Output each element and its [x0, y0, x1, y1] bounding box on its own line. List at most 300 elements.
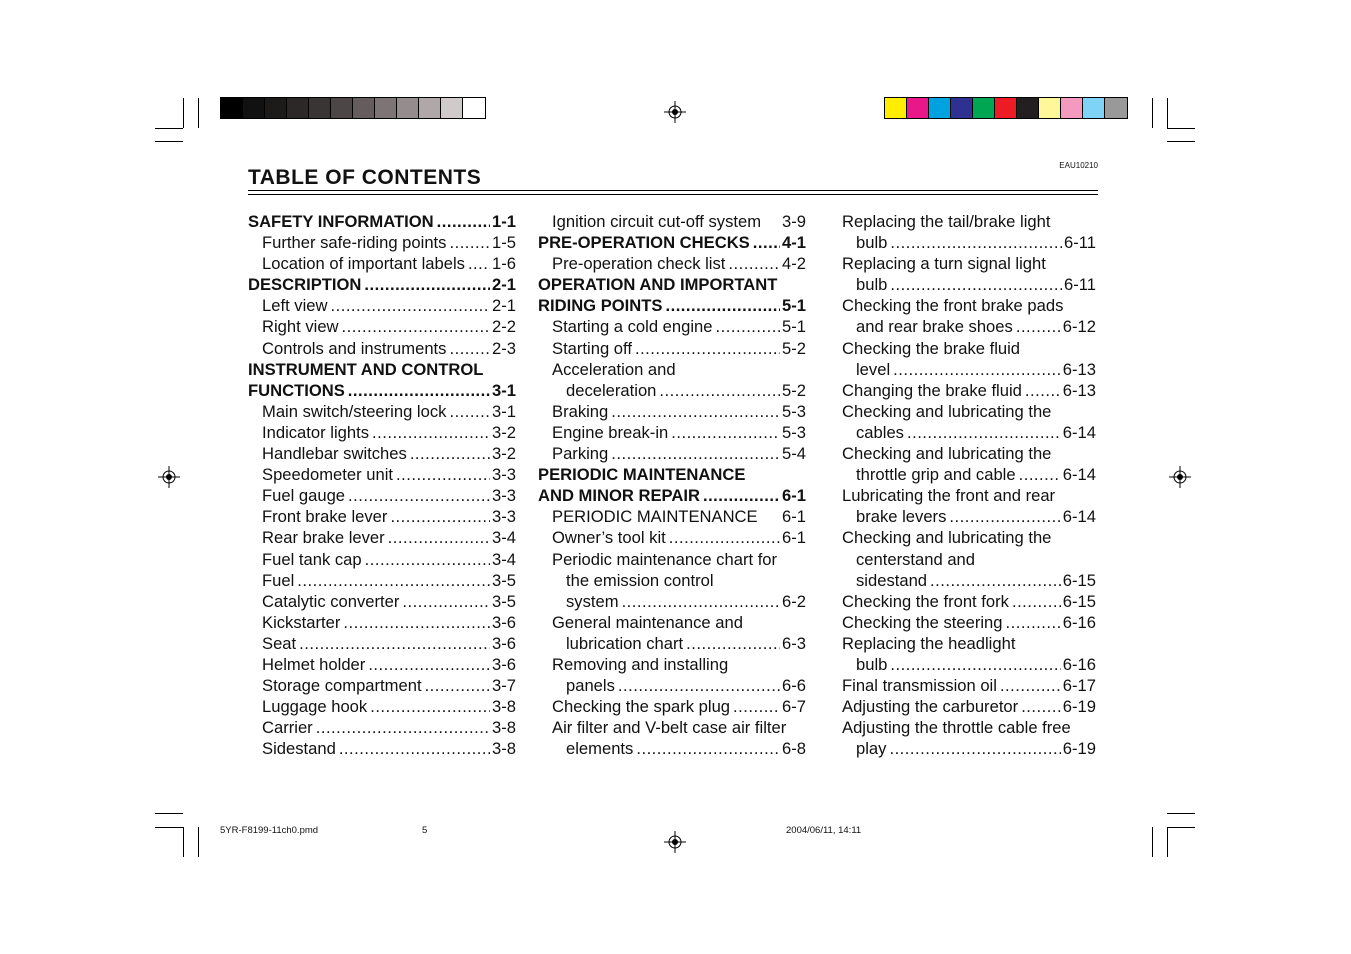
- toc-entry-title: Location of important labels: [262, 254, 465, 274]
- toc-entry-title: Right view: [262, 317, 339, 337]
- toc-entry-page: 3-2: [492, 422, 516, 442]
- toc-entry-title: Final transmission oil: [842, 676, 997, 696]
- toc-entry[interactable]: [538, 338, 806, 359]
- color-swatch: [397, 98, 419, 118]
- toc-entry[interactable]: [842, 633, 1096, 654]
- toc-entry[interactable]: [538, 570, 806, 591]
- toc-entry-page: 5-2: [782, 338, 806, 358]
- dot-leader: [893, 359, 1061, 380]
- toc-entry-page: 3-1: [492, 401, 516, 421]
- toc-entry-title: Catalytic converter: [262, 591, 400, 611]
- toc-entry[interactable]: [842, 295, 1096, 316]
- toc-entry[interactable]: [248, 316, 516, 337]
- toc-entry[interactable]: [538, 422, 806, 443]
- toc-entry[interactable]: [248, 380, 516, 401]
- toc-entry-title: Checking and lubricating the: [842, 444, 1052, 464]
- toc-entry-page: 3-3: [492, 486, 516, 506]
- toc-entry-page: 3-8: [492, 697, 516, 717]
- toc-entry-page: 3-8: [492, 718, 516, 738]
- toc-entry-page: 4-2: [782, 254, 806, 274]
- dot-leader: [890, 654, 1060, 675]
- dot-leader: [437, 211, 490, 232]
- toc-entry-title: system: [566, 591, 619, 611]
- toc-entry-page: 2-3: [492, 338, 516, 358]
- dot-leader: [1019, 464, 1061, 485]
- toc-entry-page: 6-1: [782, 528, 806, 548]
- toc-entry[interactable]: [248, 401, 516, 422]
- toc-entry-page: 5-1: [782, 317, 806, 337]
- toc-entry-page: 5-3: [782, 422, 806, 442]
- dot-leader: [388, 527, 490, 548]
- toc-entry[interactable]: [842, 422, 1096, 443]
- toc-entry-title: Handlebar switches: [262, 444, 407, 464]
- toc-entry[interactable]: [248, 591, 516, 612]
- dot-leader: [1000, 675, 1061, 696]
- toc-entry-page: 6-19: [1062, 697, 1096, 717]
- toc-entry-title: Checking the front brake pads: [842, 296, 1064, 316]
- toc-entry-page: 1-1: [492, 212, 516, 231]
- toc-entry-title: Checking the front fork: [842, 591, 1009, 611]
- dot-leader: [449, 338, 490, 359]
- toc-entry-title: PRE-OPERATION CHECKS: [538, 233, 750, 253]
- toc-entry-page: 6-17: [1062, 676, 1096, 696]
- toc-entry-title: Replacing the headlight: [842, 633, 1016, 653]
- toc-entry-page: 6-11: [1064, 275, 1096, 295]
- dot-leader: [889, 738, 1060, 759]
- toc-entry-page: 3-8: [492, 739, 516, 759]
- toc-entry-page: 6-14: [1062, 507, 1096, 527]
- toc-entry-page: 3-6: [492, 633, 516, 653]
- dot-leader: [396, 464, 490, 485]
- toc-entry-title: Adjusting the throttle cable free: [842, 718, 1071, 738]
- toc-entry[interactable]: [538, 527, 806, 548]
- toc-entry-title: panels: [566, 676, 615, 696]
- toc-entry[interactable]: [538, 443, 806, 464]
- toc-entry-title: Acceleration and: [552, 359, 676, 379]
- toc-entry-title: Speedometer unit: [262, 465, 393, 485]
- toc-entry[interactable]: [538, 485, 806, 506]
- dot-leader: [611, 401, 780, 422]
- toc-entry-page: 3-2: [492, 444, 516, 464]
- toc-entry[interactable]: [248, 211, 516, 232]
- toc-entry[interactable]: [248, 717, 516, 738]
- toc-entry-page: 6-13: [1062, 380, 1096, 400]
- toc-entry-title: Kickstarter: [262, 612, 341, 632]
- toc-entry-title: Ignition circuit cut-off system: [552, 212, 762, 231]
- dot-leader: [425, 675, 490, 696]
- toc-entry[interactable]: [842, 717, 1096, 738]
- toc-entry-title: Luggage hook: [262, 697, 368, 717]
- toc-entry-title: DESCRIPTION: [248, 275, 362, 295]
- toc-entry-title: Changing the brake fluid: [842, 380, 1022, 400]
- toc-entry-page: 3-4: [492, 549, 516, 569]
- toc-entry[interactable]: [248, 549, 516, 570]
- toc-entry-page: 6-11: [1064, 233, 1096, 253]
- toc-entry[interactable]: [842, 274, 1096, 295]
- toc-entry[interactable]: [842, 253, 1096, 274]
- toc-entry[interactable]: [248, 485, 516, 506]
- toc-entry[interactable]: [538, 380, 806, 401]
- toc-entry-title: Carrier: [262, 718, 313, 738]
- toc-entry-title: Removing and installing: [552, 654, 729, 674]
- toc-entry-title: INSTRUMENT AND CONTROL: [248, 359, 484, 379]
- dot-leader: [1012, 591, 1061, 612]
- toc-entry-title: Controls and instruments: [262, 338, 447, 358]
- toc-entry[interactable]: [842, 464, 1096, 485]
- color-swatch: [331, 98, 353, 118]
- dot-leader: [618, 675, 780, 696]
- dot-leader: [659, 380, 780, 401]
- toc-entry-title: Left view: [262, 296, 328, 316]
- toc-entry[interactable]: [248, 696, 516, 717]
- toc-entry[interactable]: [248, 274, 516, 295]
- toc-entry[interactable]: [842, 570, 1096, 591]
- toc-entry[interactable]: [538, 506, 806, 527]
- toc-entry-page: 6-19: [1062, 739, 1096, 759]
- color-swatch: [419, 98, 441, 118]
- toc-entry[interactable]: [538, 738, 806, 759]
- toc-entry-title: Starting off: [552, 338, 632, 358]
- toc-entry[interactable]: [248, 527, 516, 548]
- toc-entry-title: SAFETY INFORMATION: [248, 212, 434, 231]
- toc-entry-title: bulb: [856, 654, 888, 674]
- toc-entry[interactable]: [842, 675, 1096, 696]
- toc-entry[interactable]: [842, 612, 1096, 633]
- toc-entry-page: 3-3: [492, 465, 516, 485]
- dot-leader: [390, 506, 490, 527]
- toc-entry-title: PERIODIC MAINTENANCE: [552, 507, 758, 527]
- toc-entry-page: 6-2: [782, 591, 806, 611]
- toc-entry[interactable]: [842, 232, 1096, 253]
- toc-column-1: [248, 211, 516, 759]
- toc-entry-title: Replacing a turn signal light: [842, 254, 1046, 274]
- toc-entry-title: bulb: [856, 275, 888, 295]
- toc-entry[interactable]: [248, 570, 516, 591]
- toc-entry[interactable]: [842, 443, 1096, 464]
- toc-entry[interactable]: [842, 401, 1096, 422]
- toc-entry-title: Lubricating the front and rear: [842, 486, 1056, 506]
- dot-leader: [635, 338, 780, 359]
- toc-entry-title: Checking and lubricating the: [842, 401, 1052, 421]
- dot-leader: [348, 485, 490, 506]
- toc-entry[interactable]: [248, 295, 516, 316]
- toc-entry[interactable]: [842, 211, 1096, 232]
- dot-leader: [733, 696, 780, 717]
- title-rule: [248, 190, 1098, 191]
- toc-entry-page: 4-1: [782, 233, 806, 253]
- toc-entry-page: 5-4: [782, 444, 806, 464]
- dot-leader: [907, 422, 1061, 443]
- dot-leader: [342, 316, 490, 337]
- color-swatch: [463, 98, 485, 118]
- dot-leader: [622, 591, 780, 612]
- dot-leader: [686, 633, 780, 654]
- color-swatch: [951, 98, 973, 118]
- toc-entry[interactable]: [538, 633, 806, 654]
- color-swatch: [1039, 98, 1061, 118]
- dot-leader: [368, 654, 490, 675]
- toc-entry[interactable]: [248, 422, 516, 443]
- color-swatch: [287, 98, 309, 118]
- dot-leader: [449, 232, 490, 253]
- toc-entry-title: the emission control: [566, 570, 714, 590]
- toc-entry-page: 3-5: [492, 570, 516, 590]
- dot-leader: [636, 738, 780, 759]
- toc-entry-title: level: [856, 359, 891, 379]
- color-swatch: [1105, 98, 1127, 118]
- toc-entry-title: Storage compartment: [262, 676, 422, 696]
- toc-entry-page: 5-1: [782, 296, 806, 316]
- toc-column-2: [538, 211, 806, 759]
- dot-leader: [716, 316, 780, 337]
- toc-entry-title: FUNCTIONS: [248, 380, 345, 400]
- toc-entry[interactable]: [538, 295, 806, 316]
- dot-leader: [468, 253, 490, 274]
- toc-entry[interactable]: [538, 232, 806, 253]
- color-swatch: [353, 98, 375, 118]
- dot-leader: [370, 696, 490, 717]
- color-swatch: [243, 98, 265, 118]
- dot-leader: [611, 443, 780, 464]
- toc-entry-title: Checking the spark plug: [552, 697, 731, 717]
- toc-entry-page: 2-1: [492, 275, 516, 295]
- toc-entry-title: Sidestand: [262, 739, 336, 759]
- toc-entry-title: Checking and lubricating the: [842, 528, 1052, 548]
- color-swatch: [221, 98, 243, 118]
- toc-entry[interactable]: [842, 338, 1096, 359]
- toc-entry[interactable]: [248, 464, 516, 485]
- toc-entry[interactable]: [842, 654, 1096, 675]
- toc-entry-title: Front brake lever: [262, 507, 388, 527]
- dot-leader: [372, 422, 490, 443]
- toc-entry-title: Helmet holder: [262, 654, 366, 674]
- toc-entry[interactable]: [248, 612, 516, 633]
- toc-entry-page: 3-9: [782, 212, 806, 231]
- toc-entry-title: Braking: [552, 401, 609, 421]
- dot-leader: [949, 506, 1060, 527]
- color-swatch: [441, 98, 463, 118]
- toc-entry-page: 3-6: [492, 612, 516, 632]
- toc-entry-page: 3-1: [492, 380, 516, 400]
- toc-entry-page: 6-7: [782, 697, 806, 717]
- dot-leader: [343, 612, 490, 633]
- toc-entry[interactable]: [248, 232, 516, 253]
- dot-leader: [299, 633, 490, 654]
- toc-entry-page: 5-3: [782, 401, 806, 421]
- dot-leader: [669, 527, 780, 548]
- toc-entry-page: 6-1: [782, 486, 806, 506]
- toc-entry-page: 6-14: [1062, 465, 1096, 485]
- dot-leader: [890, 232, 1062, 253]
- toc-entry-page: 2-2: [492, 317, 516, 337]
- grayscale-color-bar: [220, 97, 486, 119]
- toc-entry-page: 6-15: [1062, 591, 1096, 611]
- toc-entry-page: 6-1: [782, 507, 806, 527]
- registration-mark-icon: [664, 101, 686, 123]
- color-swatch: [929, 98, 951, 118]
- toc-column-3: [842, 211, 1096, 759]
- dot-leader: [1021, 696, 1061, 717]
- dot-leader: [1025, 380, 1061, 401]
- dot-leader: [665, 295, 780, 316]
- toc-entry-title: Fuel gauge: [262, 486, 346, 506]
- toc-entry-title: Rear brake lever: [262, 528, 385, 548]
- toc-entry-title: Parking: [552, 444, 609, 464]
- toc-entry-page: 6-15: [1062, 570, 1096, 590]
- toc-entry-page: 6-16: [1062, 612, 1096, 632]
- document-code: EAU10210: [1059, 161, 1098, 170]
- toc-entry[interactable]: [248, 738, 516, 759]
- dot-leader: [348, 380, 490, 401]
- toc-entry[interactable]: [842, 591, 1096, 612]
- dot-leader: [297, 570, 490, 591]
- toc-entry-title: Checking the brake fluid: [842, 338, 1021, 358]
- toc-entry-page: 1-5: [492, 233, 516, 253]
- toc-entry-page: 3-4: [492, 528, 516, 548]
- dot-leader: [890, 274, 1062, 295]
- color-swatch: [309, 98, 331, 118]
- toc-entry[interactable]: [248, 633, 516, 654]
- toc-entry-title: Periodic maintenance chart for: [552, 549, 778, 569]
- toc-entry[interactable]: [842, 316, 1096, 337]
- color-swatch: [1017, 98, 1039, 118]
- registration-mark-icon: [664, 831, 686, 853]
- dot-leader: [671, 422, 780, 443]
- dot-leader: [1006, 612, 1061, 633]
- toc-entry-page: 3-3: [492, 507, 516, 527]
- toc-entry[interactable]: [842, 527, 1096, 548]
- toc-entry-page: 3-7: [492, 676, 516, 696]
- toc-entry[interactable]: [248, 359, 516, 380]
- toc-entry-title: Indicator lights: [262, 422, 369, 442]
- toc-entry-title: Starting a cold engine: [552, 317, 713, 337]
- dot-leader: [364, 274, 490, 295]
- toc-entry-title: Replacing the tail/brake light: [842, 212, 1051, 231]
- dot-leader: [339, 738, 490, 759]
- page-title: TABLE OF CONTENTS: [248, 166, 482, 189]
- toc-entry-title: play: [856, 739, 887, 759]
- toc-entry-title: Owner’s tool kit: [552, 528, 666, 548]
- toc-entry-title: sidestand: [856, 570, 928, 590]
- toc-entry[interactable]: [842, 738, 1096, 759]
- toc-entry-page: 6-14: [1062, 422, 1096, 442]
- toc-entry[interactable]: [842, 696, 1096, 717]
- toc-entry[interactable]: [248, 443, 516, 464]
- color-swatch: [907, 98, 929, 118]
- toc-entry[interactable]: [538, 591, 806, 612]
- toc-entry-title: OPERATION AND IMPORTANT: [538, 275, 778, 295]
- dot-leader: [410, 443, 490, 464]
- toc-entry[interactable]: [538, 549, 806, 570]
- toc-entry-page: 6-13: [1062, 359, 1096, 379]
- color-swatch: [1083, 98, 1105, 118]
- toc-entry[interactable]: [248, 506, 516, 527]
- toc-entry[interactable]: [538, 654, 806, 675]
- registration-mark-icon: [158, 466, 180, 488]
- toc-entry-page: 6-6: [782, 676, 806, 696]
- footer-page-number: 5: [422, 825, 428, 836]
- color-swatch: [973, 98, 995, 118]
- toc-entry[interactable]: [248, 675, 516, 696]
- toc-entry[interactable]: [538, 612, 806, 633]
- toc-entry[interactable]: [538, 464, 806, 485]
- toc-entry[interactable]: [538, 675, 806, 696]
- toc-entry-title: throttle grip and cable: [856, 465, 1016, 485]
- dot-leader: [449, 401, 490, 422]
- toc-entry-title: brake levers: [856, 507, 947, 527]
- color-swatch: [995, 98, 1017, 118]
- toc-entry[interactable]: [842, 380, 1096, 401]
- toc-entry[interactable]: [248, 253, 516, 274]
- toc-entry[interactable]: [842, 549, 1096, 570]
- dot-leader: [728, 253, 780, 274]
- registration-mark-icon: [1169, 466, 1191, 488]
- dot-leader: [365, 549, 490, 570]
- toc-entry-page: 5-2: [782, 380, 806, 400]
- toc-entry-title: General maintenance and: [552, 612, 743, 632]
- toc-entry-title: and rear brake shoes: [856, 317, 1013, 337]
- toc-entry[interactable]: [538, 211, 806, 232]
- color-swatch: [1061, 98, 1083, 118]
- toc-entry-title: Main switch/steering lock: [262, 401, 447, 421]
- toc-entry-page: 1-6: [492, 254, 516, 274]
- toc-entry[interactable]: [538, 359, 806, 380]
- toc-entry[interactable]: [538, 316, 806, 337]
- dot-leader: [330, 295, 490, 316]
- toc-entry-title: elements: [566, 739, 634, 759]
- toc-entry-title: Engine break-in: [552, 422, 669, 442]
- toc-entry-page: 2-1: [492, 296, 516, 316]
- toc-entry[interactable]: [248, 338, 516, 359]
- toc-entry[interactable]: [538, 401, 806, 422]
- toc-entry-page: 3-5: [492, 591, 516, 611]
- toc-entry-title: deceleration: [566, 380, 657, 400]
- toc-entry-title: Seat: [262, 633, 297, 653]
- toc-entry[interactable]: [842, 359, 1096, 380]
- dot-leader: [703, 485, 780, 506]
- color-swatch: [265, 98, 287, 118]
- toc-entry-title: Fuel tank cap: [262, 549, 362, 569]
- title-rule: [248, 194, 1098, 195]
- toc-entry-title: RIDING POINTS: [538, 296, 663, 316]
- color-swatch: [885, 98, 907, 118]
- toc-entry-title: PERIODIC MAINTENANCE: [538, 465, 746, 485]
- dot-leader: [402, 591, 490, 612]
- toc-entry-title: lubrication chart: [566, 633, 684, 653]
- toc-entry[interactable]: [538, 253, 806, 274]
- toc-entry-page: 3-6: [492, 654, 516, 674]
- footer-datetime: 2004/06/11, 14:11: [786, 825, 862, 836]
- toc-entry[interactable]: [538, 274, 806, 295]
- toc-entry[interactable]: [842, 485, 1096, 506]
- footer-filename: 5YR-F8199-11ch0.pmd: [220, 825, 319, 836]
- toc-entry-title: Checking the steering: [842, 612, 1003, 632]
- toc-entry[interactable]: [538, 717, 806, 738]
- toc-entry[interactable]: [538, 696, 806, 717]
- toc-entry-page: 6-3: [782, 633, 806, 653]
- toc-entry-page: 6-12: [1062, 317, 1096, 337]
- color-swatch: [375, 98, 397, 118]
- toc-entry-title: cables: [856, 422, 904, 442]
- toc-entry-page: 6-8: [782, 739, 806, 759]
- toc-entry[interactable]: [842, 506, 1096, 527]
- toc-entry-title: Further safe-riding points: [262, 233, 447, 253]
- toc-entry[interactable]: [248, 654, 516, 675]
- toc-entry-title: Adjusting the carburetor: [842, 697, 1019, 717]
- toc-entry-title: Air filter and V-belt case air filter: [552, 718, 787, 738]
- dot-leader: [753, 232, 780, 253]
- toc-entry-title: AND MINOR REPAIR: [538, 486, 700, 506]
